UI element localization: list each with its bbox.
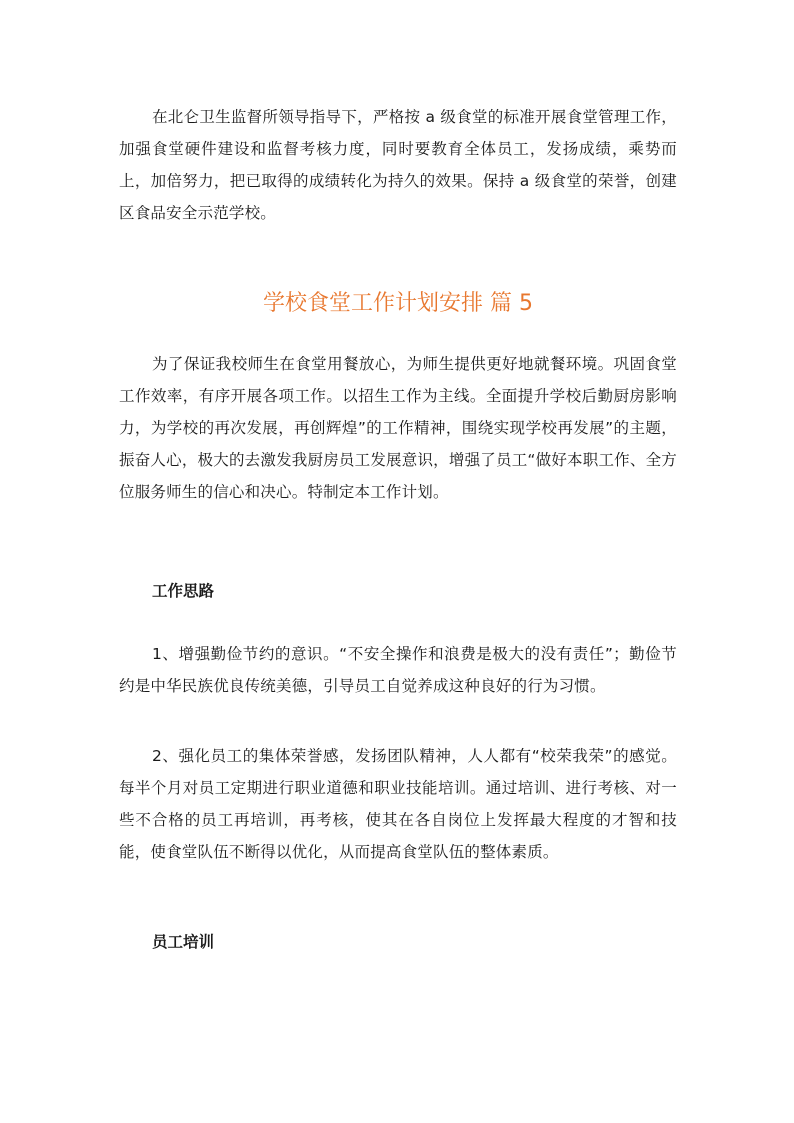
paragraph-item-1: 1、增强勤俭节约的意识。“不安全操作和浪费是极大的没有责任”；勤俭节约是中华民族优良传统美德，引导员工自觉养成这种良好的行为习惯。 xyxy=(119,645,677,695)
heading-work-approach: 工作思路 xyxy=(152,582,215,600)
paragraph-cafeteria-management: 在北仑卫生监督所领导指导下，严格按 a 级食堂的标准开展食堂管理工作，加强食堂硬件建设和监督考核力度，同时要教育全体员工，发扬成绩，乘势而上，加倍努力，把已取得的成绩转化为持久的效果。保持 a 级食堂的荣誉，创建区食品安全示范学校。 xyxy=(119,108,677,222)
section-title: 学校食堂工作计划安排 篇 5 xyxy=(263,291,533,316)
paragraph-introduction: 为了保证我校师生在食堂用餐放心，为师生提供更好地就餐环境。巩固食堂工作效率，有序开展各项工作。以招生工作为主线。全面提升学校后勤厨房影响力，为学校的再次发展，再创辉煌”的工作精神，围绕实现学校再发展”的主题，振奋人心，极大的去激发我厨房员工发展意识，增强了员工“做好本职工作、全方位服务师生的信心和决心。特制定本工作计划。 xyxy=(119,355,677,501)
paragraph-item-2: 2、强化员工的集体荣誉感，发扬团队精神，人人都有“校荣我荣”的感觉。每半个月对员工定期进行职业道德和职业技能培训。通过培训、进行考核、对一些不合格的员工再培训，再考核，使其在各自岗位上发挥最大程度的才智和技能，使食堂队伍不断得以优化，从而提高食堂队伍的整体素质。 xyxy=(119,747,677,861)
heading-staff-training: 员工培训 xyxy=(152,933,215,951)
